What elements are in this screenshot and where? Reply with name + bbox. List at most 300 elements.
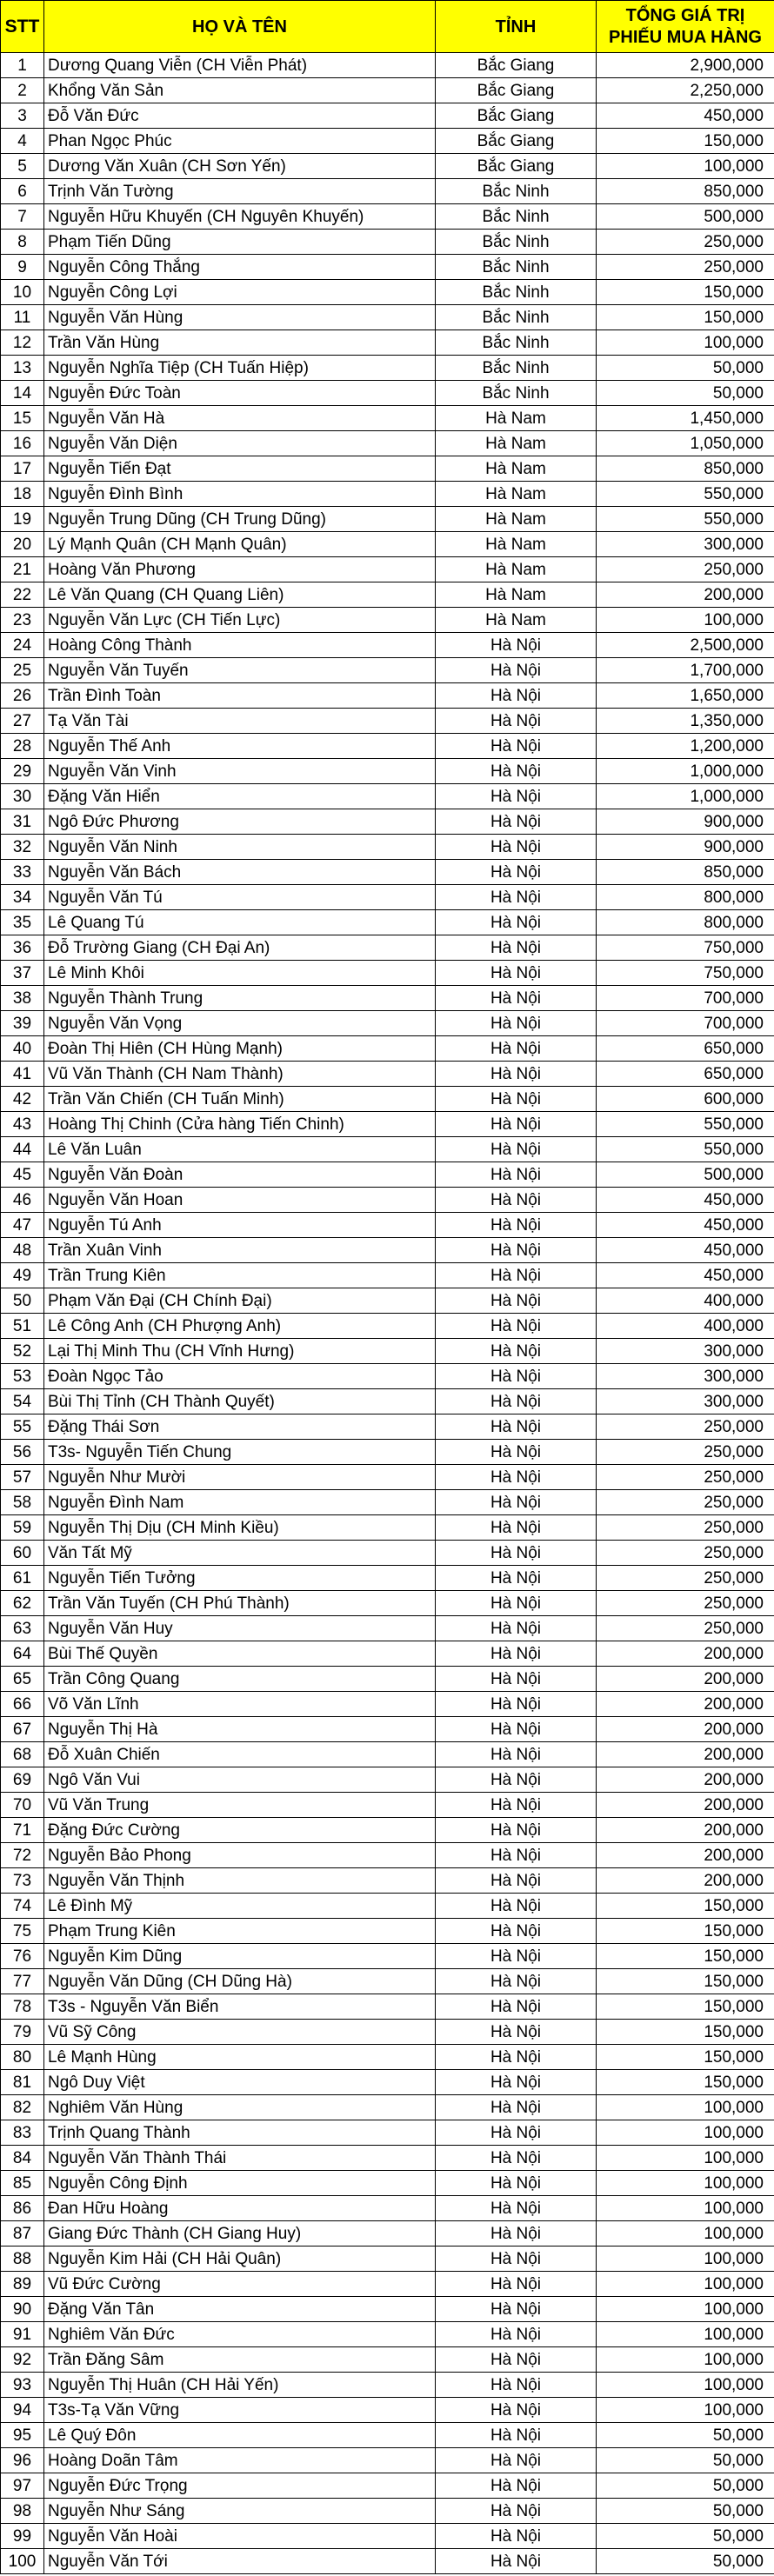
row-name: Lại Thị Minh Thu (CH Vĩnh Hưng) [44, 1339, 436, 1364]
table-row [1, 1843, 774, 1868]
row-name: Lê Văn Luân [44, 1137, 436, 1162]
row-stt: 87 [1, 2221, 44, 2247]
row-province: Hà Nội [436, 1767, 597, 1793]
row-province: Hà Nội [436, 1667, 597, 1692]
row-stt: 16 [1, 431, 44, 456]
row-total: 250,000 [597, 1591, 774, 1616]
row-stt: 40 [1, 1036, 44, 1062]
row-province: Hà Nội [436, 2448, 597, 2473]
table-row [1, 2297, 774, 2322]
table-row [1, 860, 774, 885]
row-province: Hà Nội [436, 1566, 597, 1591]
row-stt: 60 [1, 1541, 44, 1566]
row-name: Trần Đăng Sâm [44, 2347, 436, 2373]
table-row [1, 1969, 774, 1994]
row-total: 200,000 [597, 582, 774, 608]
row-total: 400,000 [597, 1314, 774, 1339]
row-total: 250,000 [597, 255, 774, 280]
row-stt: 83 [1, 2120, 44, 2146]
row-name: Nguyễn Văn Hùng [44, 305, 436, 330]
row-total: 250,000 [597, 1465, 774, 1490]
table-row [1, 2221, 774, 2247]
table-row [1, 2373, 774, 2398]
row-total: 650,000 [597, 1062, 774, 1087]
row-province: Bắc Giang [436, 129, 597, 154]
row-name: Lê Mạnh Hùng [44, 2045, 436, 2070]
row-province: Hà Nội [436, 759, 597, 784]
row-name: Vũ Sỹ Công [44, 2020, 436, 2045]
row-total: 100,000 [597, 330, 774, 356]
row-province: Hà Nội [436, 1288, 597, 1314]
row-stt: 18 [1, 482, 44, 507]
row-name: Vũ Đức Cường [44, 2272, 436, 2297]
row-total: 450,000 [597, 1263, 774, 1288]
row-stt: 86 [1, 2196, 44, 2221]
row-stt: 65 [1, 1667, 44, 1692]
row-stt: 30 [1, 784, 44, 809]
row-province: Hà Nội [436, 1490, 597, 1515]
row-province: Hà Nội [436, 2297, 597, 2322]
row-total: 200,000 [597, 1742, 774, 1767]
row-total: 300,000 [597, 1364, 774, 1389]
table-row [1, 230, 774, 255]
table-row [1, 507, 774, 532]
row-name: Trần Công Quang [44, 1667, 436, 1692]
row-stt: 89 [1, 2272, 44, 2297]
table-row [1, 381, 774, 406]
row-total: 2,900,000 [597, 53, 774, 78]
table-row [1, 683, 774, 709]
table-row [1, 1717, 774, 1742]
row-name: Vũ Văn Trung [44, 1793, 436, 1818]
row-total: 500,000 [597, 1162, 774, 1188]
row-total: 100,000 [597, 2398, 774, 2423]
row-name: Văn Tất Mỹ [44, 1541, 436, 1566]
row-province: Bắc Giang [436, 154, 597, 179]
row-name: Đặng Thái Sơn [44, 1414, 436, 1440]
row-stt: 100 [1, 2549, 44, 2574]
row-name: Nguyễn Bảo Phong [44, 1843, 436, 1868]
row-stt: 71 [1, 1818, 44, 1843]
row-name: Đỗ Trường Giang (CH Đại An) [44, 935, 436, 961]
row-total: 400,000 [597, 1288, 774, 1314]
row-stt: 91 [1, 2322, 44, 2347]
table-row [1, 532, 774, 557]
row-province: Hà Nội [436, 1389, 597, 1414]
row-province: Hà Nam [436, 482, 597, 507]
row-stt: 32 [1, 835, 44, 860]
row-province: Hà Nội [436, 935, 597, 961]
row-stt: 64 [1, 1641, 44, 1667]
row-name: Trần Văn Chiến (CH Tuấn Minh) [44, 1087, 436, 1112]
row-total: 550,000 [597, 482, 774, 507]
row-total: 200,000 [597, 1818, 774, 1843]
table-row [1, 986, 774, 1011]
table-row [1, 1667, 774, 1692]
row-total: 200,000 [597, 1843, 774, 1868]
row-total: 50,000 [597, 2473, 774, 2499]
row-province: Hà Nội [436, 1868, 597, 1894]
row-province: Hà Nội [436, 1213, 597, 1238]
row-province: Hà Nội [436, 2171, 597, 2196]
header-row [1, 1, 774, 53]
row-total: 150,000 [597, 1994, 774, 2020]
row-name: Ngô Đức Phương [44, 809, 436, 835]
row-total: 700,000 [597, 1011, 774, 1036]
row-name: Nguyễn Văn Dũng (CH Dũng Hà) [44, 1969, 436, 1994]
row-name: Nguyễn Kim Dũng [44, 1944, 436, 1969]
row-name: Nguyễn Tiến Tưởng [44, 1566, 436, 1591]
row-stt: 13 [1, 356, 44, 381]
table-row [1, 2473, 774, 2499]
row-stt: 35 [1, 910, 44, 935]
table-row [1, 2322, 774, 2347]
row-total: 450,000 [597, 103, 774, 129]
row-stt: 80 [1, 2045, 44, 2070]
table-row [1, 2448, 774, 2473]
row-province: Hà Nội [436, 2499, 597, 2524]
table-row [1, 2423, 774, 2448]
row-province: Hà Nội [436, 784, 597, 809]
row-province: Hà Nội [436, 2398, 597, 2423]
row-stt: 37 [1, 961, 44, 986]
row-name: Ngô Văn Vui [44, 1767, 436, 1793]
table-row [1, 78, 774, 103]
row-total: 250,000 [597, 1616, 774, 1641]
row-total: 1,350,000 [597, 709, 774, 734]
row-province: Bắc Ninh [436, 179, 597, 204]
row-province: Hà Nội [436, 2120, 597, 2146]
row-total: 200,000 [597, 1717, 774, 1742]
table-row [1, 1238, 774, 1263]
row-total: 100,000 [597, 2171, 774, 2196]
row-province: Hà Nội [436, 1137, 597, 1162]
row-total: 100,000 [597, 608, 774, 633]
row-province: Hà Nội [436, 1641, 597, 1667]
row-stt: 58 [1, 1490, 44, 1515]
row-total: 1,450,000 [597, 406, 774, 431]
table-row [1, 759, 774, 784]
row-name: Vũ Văn Thành (CH Nam Thành) [44, 1062, 436, 1087]
row-name: Lý Mạnh Quân (CH Mạnh Quân) [44, 532, 436, 557]
row-total: 1,000,000 [597, 759, 774, 784]
row-stt: 88 [1, 2247, 44, 2272]
row-total: 100,000 [597, 2146, 774, 2171]
row-province: Hà Nội [436, 1465, 597, 1490]
row-province: Hà Nội [436, 2347, 597, 2373]
row-stt: 67 [1, 1717, 44, 1742]
table-row [1, 1036, 774, 1062]
row-stt: 42 [1, 1087, 44, 1112]
row-stt: 14 [1, 381, 44, 406]
row-province: Bắc Ninh [436, 330, 597, 356]
table-row [1, 835, 774, 860]
row-total: 650,000 [597, 1036, 774, 1062]
row-total: 150,000 [597, 129, 774, 154]
row-stt: 55 [1, 1414, 44, 1440]
row-stt: 45 [1, 1162, 44, 1188]
row-stt: 61 [1, 1566, 44, 1591]
row-total: 450,000 [597, 1213, 774, 1238]
row-name: Trần Văn Tuyến (CH Phú Thành) [44, 1591, 436, 1616]
header-total-line2: PHIẾU MUA HÀNG [609, 27, 762, 47]
table-row [1, 1894, 774, 1919]
row-name: Nguyễn Văn Vọng [44, 1011, 436, 1036]
table-row [1, 1994, 774, 2020]
table-row [1, 1188, 774, 1213]
table-row [1, 204, 774, 230]
row-total: 50,000 [597, 2499, 774, 2524]
row-province: Hà Nội [436, 1364, 597, 1389]
table-row [1, 1818, 774, 1843]
row-name: Nguyễn Văn Tới [44, 2549, 436, 2574]
row-stt: 21 [1, 557, 44, 582]
row-name: Đặng Văn Tân [44, 2297, 436, 2322]
table-row [1, 1011, 774, 1036]
row-province: Hà Nội [436, 1263, 597, 1288]
row-name: Nguyễn Văn Thành Thái [44, 2146, 436, 2171]
row-name: Võ Văn Lĩnh [44, 1692, 436, 1717]
table-row [1, 935, 774, 961]
row-stt: 44 [1, 1137, 44, 1162]
row-province: Hà Nội [436, 1036, 597, 1062]
row-name: Nguyễn Văn Ninh [44, 835, 436, 860]
row-stt: 8 [1, 230, 44, 255]
row-stt: 41 [1, 1062, 44, 1087]
row-total: 50,000 [597, 381, 774, 406]
row-province: Hà Nội [436, 2070, 597, 2095]
row-province: Hà Nội [436, 2524, 597, 2549]
row-province: Hà Nội [436, 709, 597, 734]
row-stt: 6 [1, 179, 44, 204]
row-stt: 46 [1, 1188, 44, 1213]
row-name: Nguyễn Văn Tuyến [44, 658, 436, 683]
table-row [1, 633, 774, 658]
row-province: Hà Nam [436, 406, 597, 431]
row-stt: 5 [1, 154, 44, 179]
row-province: Hà Nội [436, 1944, 597, 1969]
row-name: T3s-Tạ Văn Vững [44, 2398, 436, 2423]
row-name: Phạm Trung Kiên [44, 1919, 436, 1944]
row-name: Nguyễn Thị Huân (CH Hải Yến) [44, 2373, 436, 2398]
table-row [1, 2398, 774, 2423]
row-stt: 15 [1, 406, 44, 431]
row-name: Nguyễn Đức Toàn [44, 381, 436, 406]
row-province: Hà Nội [436, 885, 597, 910]
row-name: Tạ Văn Tài [44, 709, 436, 734]
table-row [1, 734, 774, 759]
row-province: Hà Nam [436, 557, 597, 582]
row-province: Hà Nội [436, 2095, 597, 2120]
table-row [1, 1515, 774, 1541]
row-name: Hoàng Doãn Tâm [44, 2448, 436, 2473]
row-stt: 57 [1, 1465, 44, 1490]
row-province: Hà Nam [436, 532, 597, 557]
row-total: 700,000 [597, 986, 774, 1011]
row-stt: 85 [1, 2171, 44, 2196]
row-stt: 72 [1, 1843, 44, 1868]
row-province: Hà Nội [436, 1238, 597, 1263]
row-total: 100,000 [597, 154, 774, 179]
row-stt: 97 [1, 2473, 44, 2499]
row-stt: 69 [1, 1767, 44, 1793]
row-total: 100,000 [597, 2297, 774, 2322]
row-stt: 2 [1, 78, 44, 103]
row-name: Lê Quý Đôn [44, 2423, 436, 2448]
row-stt: 96 [1, 2448, 44, 2473]
row-province: Hà Nội [436, 986, 597, 1011]
row-name: Đan Hữu Hoàng [44, 2196, 436, 2221]
row-stt: 59 [1, 1515, 44, 1541]
table-row [1, 356, 774, 381]
row-province: Bắc Ninh [436, 204, 597, 230]
row-stt: 26 [1, 683, 44, 709]
row-name: Phạm Tiến Dũng [44, 230, 436, 255]
row-name: Hoàng Văn Phương [44, 557, 436, 582]
table-row [1, 1465, 774, 1490]
row-province: Bắc Giang [436, 53, 597, 78]
table-row [1, 1288, 774, 1314]
table-row [1, 2146, 774, 2171]
row-total: 2,250,000 [597, 78, 774, 103]
row-province: Hà Nội [436, 734, 597, 759]
table-row [1, 709, 774, 734]
row-name: Bùi Thế Quyền [44, 1641, 436, 1667]
row-name: Nguyễn Văn Lực (CH Tiến Lực) [44, 608, 436, 633]
table-row [1, 2272, 774, 2297]
header-total-line1: TỔNG GIÁ TRỊ [625, 5, 745, 25]
row-name: Nguyễn Văn Thịnh [44, 1868, 436, 1894]
row-province: Hà Nội [436, 1616, 597, 1641]
row-total: 850,000 [597, 456, 774, 482]
row-name: Nguyễn Nghĩa Tiệp (CH Tuấn Hiệp) [44, 356, 436, 381]
row-province: Hà Nội [436, 1188, 597, 1213]
row-total: 450,000 [597, 1238, 774, 1263]
row-province: Hà Nội [436, 1062, 597, 1087]
row-province: Hà Nội [436, 1515, 597, 1541]
row-total: 150,000 [597, 305, 774, 330]
row-name: Nguyễn Đình Nam [44, 1490, 436, 1515]
row-name: Nguyễn Như Mười [44, 1465, 436, 1490]
header-stt: STT [1, 1, 44, 53]
row-province: Bắc Giang [436, 78, 597, 103]
row-name: Trịnh Quang Thành [44, 2120, 436, 2146]
row-stt: 25 [1, 658, 44, 683]
row-stt: 73 [1, 1868, 44, 1894]
row-total: 1,200,000 [597, 734, 774, 759]
table-row [1, 1213, 774, 1238]
row-province: Hà Nội [436, 2549, 597, 2574]
table-row [1, 1062, 774, 1087]
row-total: 150,000 [597, 2020, 774, 2045]
row-province: Hà Nội [436, 809, 597, 835]
table-row [1, 255, 774, 280]
table-row [1, 179, 774, 204]
table-row [1, 1742, 774, 1767]
table-row [1, 1263, 774, 1288]
row-province: Hà Nam [436, 608, 597, 633]
row-name: T3s- Nguyễn Tiến Chung [44, 1440, 436, 1465]
row-province: Hà Nội [436, 1969, 597, 1994]
row-total: 50,000 [597, 2524, 774, 2549]
row-stt: 24 [1, 633, 44, 658]
row-name: Giang Đức Thành (CH Giang Huy) [44, 2221, 436, 2247]
row-stt: 75 [1, 1919, 44, 1944]
row-province: Hà Nội [436, 633, 597, 658]
row-stt: 11 [1, 305, 44, 330]
row-stt: 49 [1, 1263, 44, 1288]
table-row [1, 280, 774, 305]
row-total: 900,000 [597, 835, 774, 860]
row-total: 850,000 [597, 860, 774, 885]
row-stt: 19 [1, 507, 44, 532]
row-total: 250,000 [597, 1541, 774, 1566]
row-name: Phan Ngọc Phúc [44, 129, 436, 154]
row-province: Hà Nội [436, 1843, 597, 1868]
row-name: Nguyễn Văn Hoài [44, 2524, 436, 2549]
row-total: 100,000 [597, 2120, 774, 2146]
row-name: Đoàn Thị Hiên (CH Hùng Mạnh) [44, 1036, 436, 1062]
row-total: 200,000 [597, 1793, 774, 1818]
row-name: Dương Văn Xuân (CH Sơn Yến) [44, 154, 436, 179]
row-total: 100,000 [597, 2247, 774, 2272]
row-name: Nguyễn Hữu Khuyến (CH Nguyên Khuyến) [44, 204, 436, 230]
row-stt: 48 [1, 1238, 44, 1263]
row-stt: 76 [1, 1944, 44, 1969]
table-row [1, 53, 774, 78]
row-province: Hà Nội [436, 1314, 597, 1339]
table-row [1, 1162, 774, 1188]
row-stt: 51 [1, 1314, 44, 1339]
row-name: Đỗ Xuân Chiến [44, 1742, 436, 1767]
table-header [1, 1, 774, 53]
row-total: 1,650,000 [597, 683, 774, 709]
row-total: 250,000 [597, 230, 774, 255]
row-province: Bắc Ninh [436, 381, 597, 406]
row-total: 150,000 [597, 2070, 774, 2095]
row-stt: 79 [1, 2020, 44, 2045]
row-name: Trần Trung Kiên [44, 1263, 436, 1288]
row-province: Hà Nội [436, 1894, 597, 1919]
row-total: 850,000 [597, 179, 774, 204]
row-province: Hà Nội [436, 1087, 597, 1112]
row-stt: 82 [1, 2095, 44, 2120]
header-total [597, 1, 774, 53]
row-total: 100,000 [597, 2347, 774, 2373]
row-province: Bắc Giang [436, 103, 597, 129]
row-total: 250,000 [597, 1515, 774, 1541]
row-stt: 93 [1, 2373, 44, 2398]
row-total: 200,000 [597, 1641, 774, 1667]
row-total: 800,000 [597, 885, 774, 910]
table-row [1, 1767, 774, 1793]
row-total: 250,000 [597, 557, 774, 582]
row-total: 150,000 [597, 280, 774, 305]
table-row [1, 1541, 774, 1566]
row-stt: 74 [1, 1894, 44, 1919]
table-row [1, 1868, 774, 1894]
row-province: Hà Nội [436, 1162, 597, 1188]
row-stt: 23 [1, 608, 44, 633]
row-stt: 39 [1, 1011, 44, 1036]
row-total: 100,000 [597, 2095, 774, 2120]
row-province: Bắc Ninh [436, 356, 597, 381]
table-row [1, 1919, 774, 1944]
row-province: Hà Nội [436, 2423, 597, 2448]
row-stt: 1 [1, 53, 44, 78]
row-name: Dương Quang Viễn (CH Viễn Phát) [44, 53, 436, 78]
table-row [1, 1566, 774, 1591]
